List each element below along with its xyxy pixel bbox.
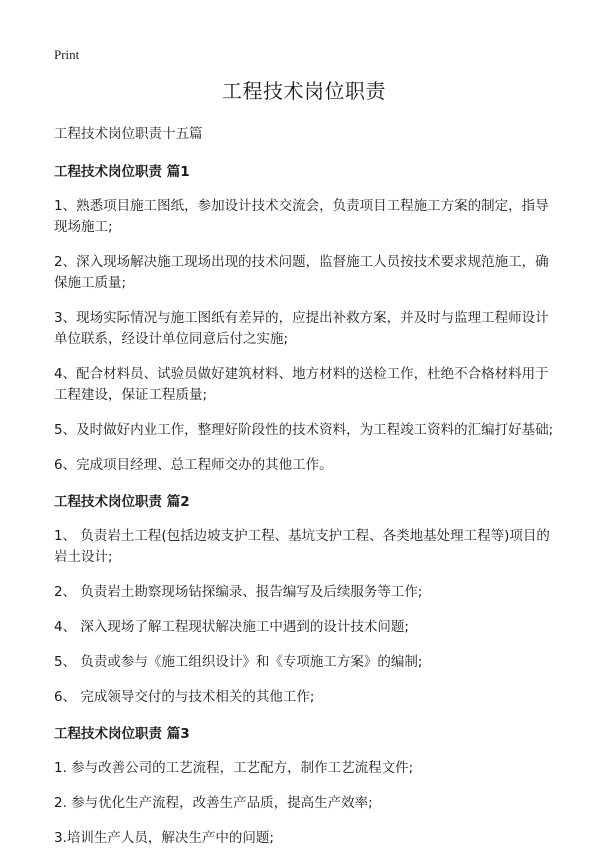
paragraph: 5、及时做好内业工作，整理好阶段性的技术资料，为工程竣工资料的汇编打好基础; — [54, 422, 554, 438]
paragraph: 2、深入现场解决施工现场出现的技术问题，监督施工人员按技术要求规范施工，确保施工质量; — [54, 254, 549, 291]
paragraph: 4、 深入现场了解工程现状解决施工中遇到的设计技术问题; — [54, 619, 409, 635]
paragraph: 4、配合材料员、试验员做好建筑材料、地方材料的送检工作，杜绝不合格材料用于工程建设，保证工程质量; — [54, 366, 549, 403]
paragraph: 3、现场实际情况与施工图纸有差异的，应提出补救方案，并及时与监理工程师设计单位联系，经设计单位同意后付之实施; — [54, 310, 549, 347]
document-body — [54, 75, 554, 863]
paragraph: 5、 负责或参与《施工组织设计》和《专项施工方案》的编制; — [54, 654, 423, 670]
section-heading: 工程技术岗位职责 篇1 — [54, 164, 190, 180]
paragraph: 1、熟悉项目施工图纸，参加设计技术交流会，负责项目工程施工方案的制定，指导现场施工; — [54, 198, 549, 235]
paragraph: 6、完成项目经理、总工程师交办的其他工作。 — [54, 457, 333, 473]
document-subtitle: 工程技术岗位职责十五篇 — [54, 126, 203, 142]
section-heading: 工程技术岗位职责 篇3 — [54, 726, 190, 742]
section-3 — [54, 722, 554, 849]
paragraph: 3.培训生产人员，解决生产中的问题; — [54, 830, 274, 846]
paragraph: 2、 负责岩土勘察现场钻探编录、报告编写及后续服务等工作; — [54, 584, 423, 600]
section-2 — [54, 490, 554, 708]
paragraph: 6、 完成领导交付的与技术相关的其他工作; — [54, 689, 315, 705]
section-heading: 工程技术岗位职责 篇2 — [54, 494, 190, 510]
print-link[interactable]: Print — [54, 47, 80, 62]
paragraph: 1、 负责岩土工程(包括边坡支护工程、基坑支护工程、各类地基处理工程等)项目的岩土设计; — [54, 528, 550, 565]
section-1 — [54, 160, 554, 476]
paragraph: 1. 参与改善公司的工艺流程，工艺配方，制作工艺流程文件; — [54, 760, 414, 776]
paragraph: 2. 参与优化生产流程，改善生产品质，提高生产效率; — [54, 795, 373, 811]
document-title: 工程技术岗位职责 — [222, 79, 386, 103]
